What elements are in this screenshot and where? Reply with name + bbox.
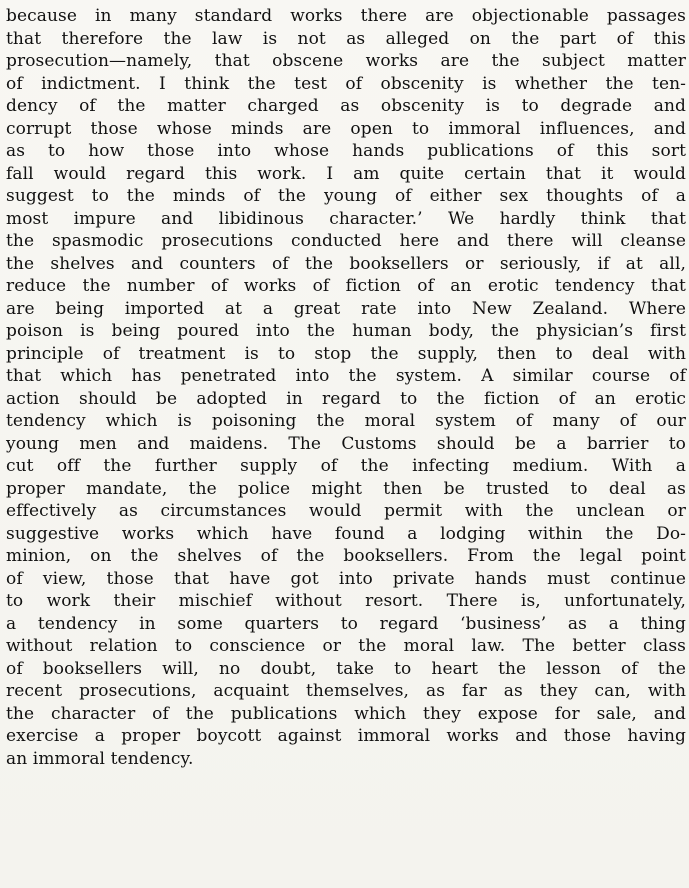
text-line: young men and maidens. The Customs should be a barrier to	[6, 433, 686, 454]
text-line: poison is being poured into the human body, the physician’s first	[6, 321, 686, 341]
text-line: prosecution—namely, that obscene works are the subject matter	[6, 51, 686, 71]
text-line: proper mandate, the police might then be trusted to deal as	[6, 478, 686, 499]
text-line: fall would regard this work. I am quite certain that it would	[6, 163, 686, 184]
body-text	[6, 5, 686, 770]
text-line: effectively as circumstances would permit with the unclean or	[6, 501, 686, 521]
text-line: principle of treatment is to stop the supply, then to deal with	[6, 343, 686, 364]
text-line: of view, those that have got into private hands must continue	[6, 568, 686, 589]
text-line: the shelves and counters of the booksellers or seriously, if at all,	[6, 253, 686, 274]
text-line: suggest to the minds of the young of either sex thoughts of a	[6, 186, 686, 206]
text-line: cut off the further supply of the infecting medium. With a	[6, 456, 686, 476]
text-line: that therefore the law is not as alleged on the part of this	[6, 28, 686, 49]
text-line: without relation to conscience or the moral law. The better class	[6, 636, 686, 656]
text-line: a tendency in some quarters to regard ‘business’ as a thing	[6, 613, 686, 634]
text-line: of indictment. I think the test of obscenity is whether the ten-	[6, 73, 686, 94]
text-line: the spasmodic prosecutions conducted here and there will cleanse	[6, 231, 686, 251]
text-line: reduce the number of works of fiction of an erotic tendency that	[6, 276, 686, 296]
text-line: exercise a proper boycott against immoral works and those having	[6, 726, 686, 746]
text-line: as to how those into whose hands publications of this sort	[6, 141, 686, 161]
text-line: corrupt those whose minds are open to immoral influences, and	[6, 118, 686, 139]
text-line: action should be adopted in regard to the fiction of an erotic	[6, 388, 686, 409]
text-line: most impure and libidinous character.’ We hardly think that	[6, 208, 686, 229]
text-line: tendency which is poisoning the moral system of many of our	[6, 411, 686, 431]
text-line: that which has penetrated into the system. A similar course of	[6, 366, 686, 386]
text-line: to work their mischief without resort. There is, unfortunately,	[6, 591, 686, 611]
text-line: because in many standard works there are objectionable passages	[6, 6, 686, 26]
text-line: dency of the matter charged as obscenity is to degrade and	[6, 96, 686, 116]
text-line: minion, on the shelves of the booksellers. From the legal point	[6, 546, 686, 566]
text-line: are being imported at a great rate into New Zealand. Where	[6, 298, 686, 319]
text-line: of booksellers will, no doubt, take to heart the lesson of the	[6, 658, 686, 679]
text-line: recent prosecutions, acquaint themselves, as far as they can, with	[6, 681, 686, 701]
text-line: suggestive works which have found a lodging within the Do-	[6, 523, 686, 544]
text-line: an immoral tendency.	[6, 748, 194, 769]
text-line: the character of the publications which they expose for sale, and	[6, 703, 686, 724]
